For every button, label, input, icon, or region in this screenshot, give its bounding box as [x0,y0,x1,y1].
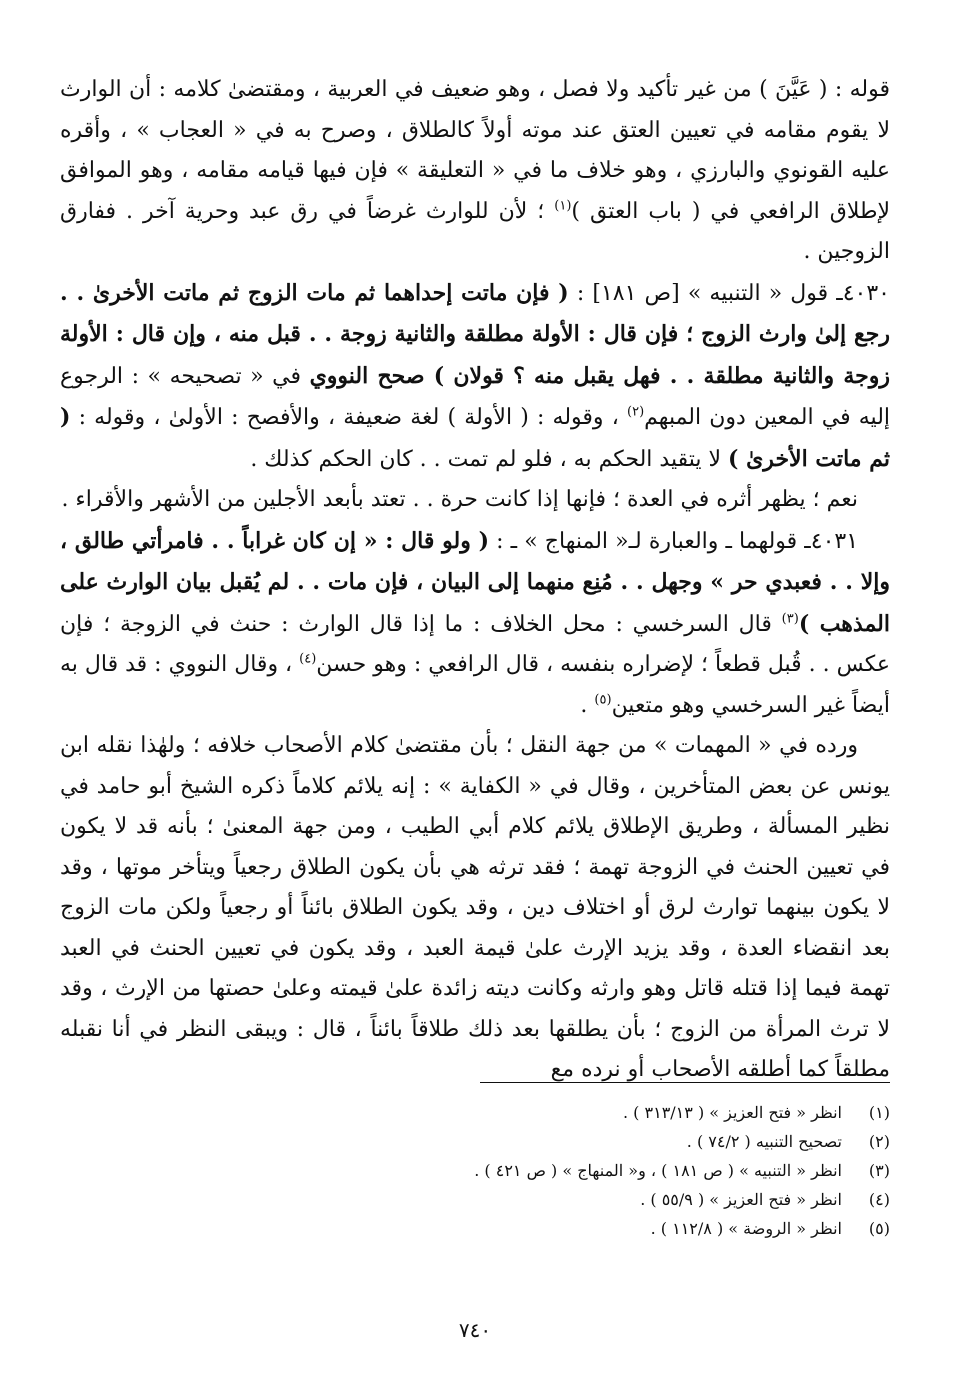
footnote-text: انظر « فتح العزيز » ( ٥٥/٩ ) . [640,1190,842,1209]
text-run: . [580,692,595,718]
document-page [60,70,890,1370]
text-run: ٤٠٣١ـ قولهما ـ والعبارة لـ« المنهاج » ـ : [489,528,859,554]
text-run: لا يتقيد الحكم به ، فلو لم تمت . . كان الحكم كذلك . [250,446,729,472]
text-run: نعم ؛ يظهر أثره في العدة ؛ فإنها إذا كانت حرة . . تعتد بأبعد الأجلين من الأشهر والأقراء . [61,487,858,512]
footnote-number: (١) [868,1103,890,1122]
footnote-divider [480,1082,890,1083]
footnotes [60,1098,890,1243]
text-run: في « تصحيحه » : الرجوع إليه في المعين دون المبهم [60,363,891,430]
footnote-text: انظر « التنبيه » ( ص ١٨١ ) ، و« المنهاج » ( ص ٤٢١ ) . [474,1161,842,1180]
footnote-text: انظر « الروضة » ( ١١٢/٨ ) . [650,1219,842,1238]
main-text [60,70,890,1091]
footnote-ref: (٤) [299,651,317,667]
footnote-number: (٥) [868,1219,890,1238]
text-run: قوله : ( عَيَّنَ ) من غير تأكيد ولا فصل ، وهو ضعيف في العربية ، ومقتضىٰ كلامه : أن الوارث لا يقوم مقامه في تعيين العتق عند موته أولاً كالطلاق ، وصرح به في « العجاب » ، وأقره عليه القونوي والبارزي ، وهو خلاف ما في « التعليقة » فإن فيها قيامه مقامه ، وهو الموافق لإطلاق الرافعي في ( باب العتق ) [60,77,891,224]
paragraph-4030 [60,273,890,481]
paragraph [60,726,890,1091]
footnote-item [60,1214,890,1243]
footnote-ref: (١) [554,198,572,214]
quoted-text-bold: ( فإن ماتت إحداهما ثم مات الزوج ثم ماتت الأخرىٰ . . رجع إلىٰ وارث الزوج ؛ فإن قال : الأولة مطلقة والثانية زوجة . . قبل منه ، وإن قال : الأولة زوجة والثانية مطلقة . . فهل يقبل منه ؟ قولان ) صحح النووي [60,279,890,389]
paragraph-4031 [60,521,890,727]
footnote-number: (٤) [868,1190,890,1209]
footnote-item [60,1156,890,1185]
footnote-text: انظر « فتح العزيز » ( ٣١٣/١٣ ) . [623,1103,842,1122]
quoted-text-bold: ( ولو قال : « إن كان غراباً . . فامرأتي طالق ، وإلا . . فعبدي حر » وجهل . . مُنِع منهما إلى البيان ، فإن مات . . لم يُقبل بيان الوارث على المذهب ) [60,527,890,637]
text-run: ؛ لأن للوارث غرضاً في رق عبد وحرية آخر . ففارق الزوجين . [60,198,890,264]
footnote-number: (٢) [868,1132,890,1151]
text-run: قال السرخسي : محل الخلاف : ما إذا قال الوارث : حنث في الزوجة ؛ فإن عكس . . قُبل قطعاً ؛ لإضراره بنفسه ، قال الرافعي : وهو حسن [60,611,890,677]
footnote-ref: (٥) [594,692,612,708]
text-run: ورده في « المهمات » من جهة النقل ؛ بأن مقتضىٰ كلام الأصحاب خلافه ؛ ولهٰذا نقله ابن يونس عن بعض المتأخرين ، وقال في « الكفاية » : إنه يلائم كلاماً ذكره الشيخ أبو حامد في نظير المسألة ، وطريق الإطلاق يلائم كلام أبي الطيب ، ومن جهة المعنىٰ ؛ بأنه قد لا يكون في تعيين الحنث في الزوجة تهمة ؛ فقد ترثه هي بأن يكون الطلاق رجعياً ويتأخر موتها ، وقد لا يكون بينهما توارث لرق أو اختلاف دين ، وقد يكون الطلاق بائناً أو رجعياً ولكن مات الزوج بعد انقضاء العدة ، وقد يزيد الإرث علىٰ قيمة العبد ، وقد يكون في تعيين الحنث في العبد تهمة فيما إذا قتله قاتل وهو وارثه وكانت ديته زائدة علىٰ قيمته وعلىٰ حصتها من الإرث ، وقد لا ترث المرأة من الزوج ؛ بأن يطلقها بعد ذلك طلاقاً بائناً ، قال : ويبقى النظر في أنا نقبله مطلقاً كما أطلقه الأصحاب أو نرده مع [60,733,890,1082]
quoted-text-bold: ( ثم ماتت الأخرىٰ ) [60,404,890,472]
text-run: ، وقال النووي : قد قال به أيضاً غير السرخسي وهو متعين [60,652,890,718]
footnote-item [60,1127,890,1156]
text-run: ، وقوله : ( الأولة ) لغة ضعيفة ، والأفصح : الأولىٰ ، وقوله : [70,405,628,430]
footnote-text: تصحيح التنبيه ( ٧٤/٢ ) . [686,1132,842,1151]
paragraph [60,70,890,273]
footnote-item [60,1185,890,1214]
text-run: ٤٠٣٠ـ قول « التنبيه » [ص ١٨١] : [568,280,890,306]
footnote-item [60,1098,890,1127]
footnote-number: (٣) [868,1161,890,1180]
footnote-ref: (٢) [627,404,645,420]
footnote-ref: (٣) [781,611,799,627]
paragraph [60,480,890,521]
page-number: ٧٤٠ [458,1318,492,1342]
